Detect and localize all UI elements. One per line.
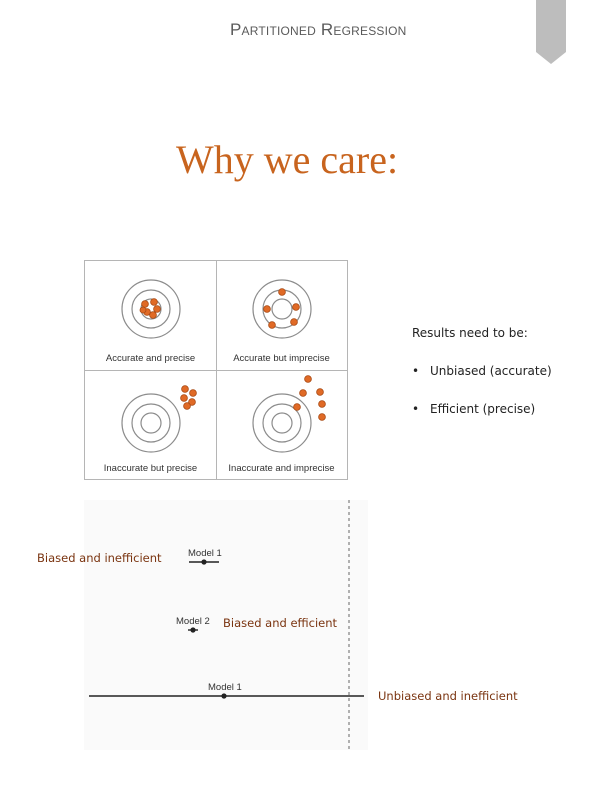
target-label: Inaccurate but precise xyxy=(103,463,198,474)
model2-point xyxy=(190,627,195,632)
target-cell-inaccurate-precise xyxy=(85,371,216,480)
bullet-text: Unbiased (accurate) xyxy=(430,364,552,378)
section-tab-marker xyxy=(536,0,566,64)
model1-top-point xyxy=(201,559,206,564)
bullet-efficient xyxy=(412,402,535,416)
bullet-text: Efficient (precise) xyxy=(430,402,536,416)
bullet-icon: • xyxy=(412,364,420,378)
section-header: Partitioned Regression xyxy=(230,20,407,39)
target-cell-accurate-imprecise xyxy=(216,261,347,370)
bullet-icon: • xyxy=(412,402,420,416)
model1-bottom-label: Model 1 xyxy=(208,682,242,693)
model1-bottom-point xyxy=(221,693,226,698)
target-cell-inaccurate-imprecise xyxy=(216,371,347,480)
target-label: Accurate but imprecise xyxy=(233,353,330,364)
annotation-unbiased-inefficient: Unbiased and inefficient xyxy=(378,689,518,703)
annotation-biased-inefficient: Biased and inefficient xyxy=(37,551,162,565)
target-label: Accurate and precise xyxy=(105,353,196,364)
target-label: Inaccurate and imprecise xyxy=(228,463,335,474)
model2-label: Model 2 xyxy=(176,616,210,627)
bullet-unbiased xyxy=(412,364,552,378)
annotation-biased-efficient: Biased and efficient xyxy=(223,616,338,630)
results-heading: Results need to be: xyxy=(412,326,528,340)
slide-title: Why we care: xyxy=(176,137,399,182)
model1-top-label: Model 1 xyxy=(188,548,222,559)
target-cell-accurate-precise xyxy=(85,261,216,370)
accuracy-precision-figure xyxy=(84,260,348,480)
